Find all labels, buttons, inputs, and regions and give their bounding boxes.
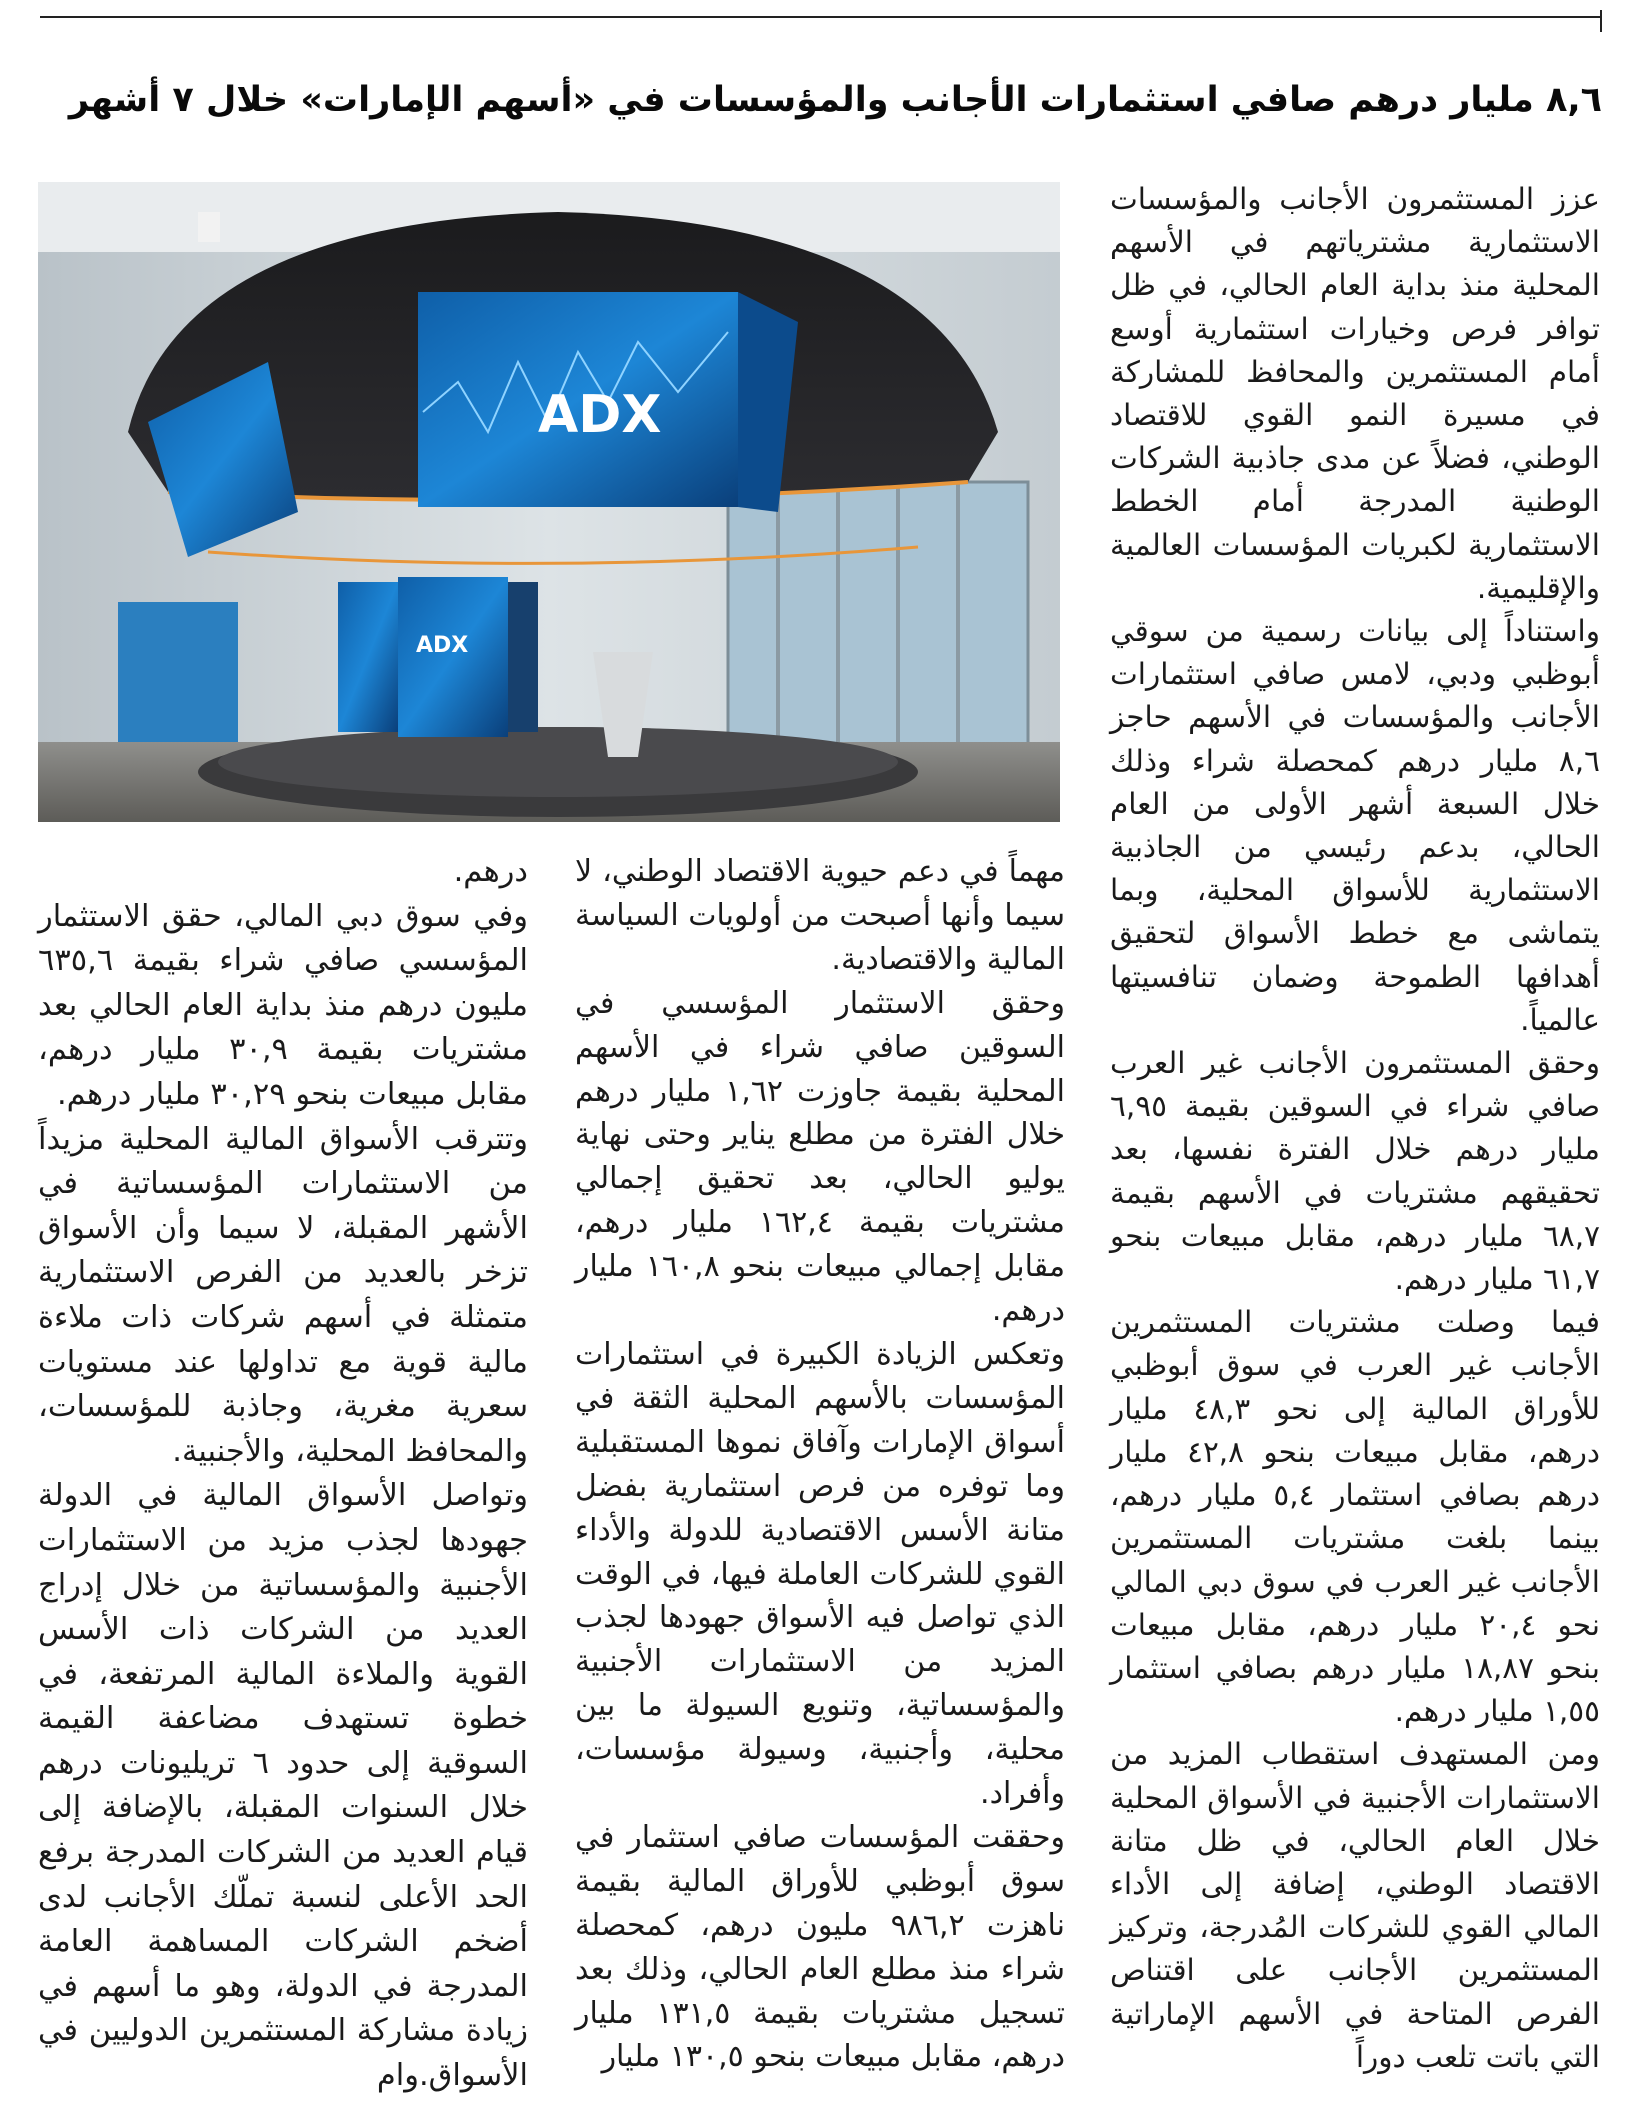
paragraph: مهماً في دعم حيوية الاقتصاد الوطني، لا سيما وأنها أصبحت من أولويات السياسة المالية والاقتصادية. <box>575 854 1065 977</box>
column-middle <box>575 850 1065 2079</box>
paragraph: درهم. <box>453 854 528 889</box>
paragraph: عزز المستثمرون الأجانب والمؤسسات الاستثمارية مشترياتهم في الأسهم المحلية منذ بداية العام الحالي، في ظل توافر فرص وخيارات استثمارية أوسع أمام المستثمرين والمحافظ للمشاركة في مسيرة النمو القوي للاقتصاد الوطني، فضلاً عن مدى جاذبية الشركات الوطنية المدرجة أمام الخطط الاستثمارية لكبريات المؤسسات العالمية والإقليمية. <box>1110 182 1600 605</box>
paragraph: وفي سوق دبي المالي، حقق الاستثمار المؤسسي صافي شراء بقيمة ٦٣٥,٦ مليون درهم منذ بداية العام الحالي بعد مشتريات بقيمة ٣٠,٩ مليار درهم، مقابل مبيعات بنحو ٣٠,٢٩ مليار درهم. <box>38 898 528 1112</box>
trading-floor-illustration <box>38 182 1060 822</box>
adx-column-logo: ADX <box>416 633 469 658</box>
paragraph: وحقق المستثمرون الأجانب غير العرب صافي شراء في السوقين بقيمة ٦,٩٥ مليار درهم خلال الفترة نفسها، بعد تحقيقهم مشتريات في الأسهم بقيمة ٦٨,٧ مليار درهم، مقابل مبيعات بنحو ٦١,٧ مليار درهم. <box>1110 1046 1600 1297</box>
article-photo <box>38 182 1060 822</box>
paragraph: وتترقب الأسواق المالية المحلية مزيداً من الاستثمارات المؤسساتية في الأشهر المقبلة، لا سيما وأن الأسواق تزخر بالعديد من الفرص الاستثمارية متمثلة في أسهم شركات ذات ملاءة مالية قوية مع تداولها عند مستويات سعرية مغرية، وجاذبة للمؤسسات، والمحافظ المحلية، والأجنبية. <box>38 1121 528 1469</box>
paragraph: وتعكس الزيادة الكبيرة في استثمارات المؤسسات بالأسهم المحلية الثقة في أسواق الإمارات وآفاق نموها المستقبلية وما توفره من فرص استثمارية بفضل متانة الأسس الاقتصادية للدولة والأداء القوي للشركات العاملة فيها، في الوقت الذي تواصل فيه الأسواق جهودها لجذب المزيد من الاستثمارات الأجنبية والمؤسساتية، وتنويع السيولة ما بين محلية، وأجنبية، وسيولة مؤسسات، وأفراد. <box>575 1336 1065 1812</box>
column-right <box>1110 178 1600 2079</box>
paragraph: وتواصل الأسواق المالية في الدولة جهودها لجذب مزيد من الاستثمارات الأجنبية والمؤسساتية من خلال إدراج العديد من الشركات ذات الأسس القوية والملاءة المالية المرتفعة، في خطوة تستهدف مضاعفة القيمة السوقية إلى حدود ٦ تريليونات درهم خلال السنوات المقبلة، بالإضافة إلى قيام العديد من الشركات المدرجة برفع الحد الأعلى لنسبة تملّك الأجانب لدى أضخم الشركات المساهمة العامة المدرجة في الدولة، وهو ما أسهم في زيادة مشاركة المستثمرين الدوليين في الأسواق.وام <box>38 1478 528 2094</box>
paragraph: ومن المستهدف استقطاب المزيد من الاستثمارات الأجنبية في الأسواق المحلية خلال العام الحالي، في ظل متانة الاقتصاد الوطني، إضافة إلى الأداء المالي القوي للشركات المُدرجة، وتركيز المستثمرين الأجانب على اقتناص الفرص المتاحة في الأسهم الإماراتية التي باتت تلعب دوراً <box>1110 1737 1600 2074</box>
adx-screen-logo: ADX <box>538 385 662 445</box>
top-rule-tick <box>1600 10 1602 32</box>
paragraph: فيما وصلت مشتريات المستثمرين الأجانب غير العرب في سوق أبوظبي للأوراق المالية إلى نحو ٤٨,٣ مليار درهم، مقابل مبيعات بنحو ٤٢,٨ مليار درهم بصافي استثمار ٥,٤ مليار درهم، بينما بلغت مشتريات المستثمرين الأجانب غير العرب في سوق دبي المالي نحو ٢٠,٤ مليار درهم، مقابل مبيعات بنحو ١٨,٨٧ مليار درهم بصافي استثمار ١,٥٥ مليار درهم. <box>1110 1305 1601 1729</box>
column-left <box>38 850 528 2099</box>
paragraph: واستناداً إلى بيانات رسمية من سوقي أبوظبي ودبي، لامس صافي استثمارات الأجانب والمؤسسات في الأسهم حاجز ٨,٦ مليار درهم كمحصلة شراء وذلك خلال السبعة أشهر الأولى من العام الحالي، بدعم رئيسي من الجاذبية الاستثمارية للأسواق المحلية، وبما يتماشى مع خطط الأسواق لتحقيق أهدافها الطموحة وضمان تنافسيتها عالمياً. <box>1110 614 1600 1037</box>
paragraph: وحققت المؤسسات صافي استثمار في سوق أبوظبي للأوراق المالية بقيمة ناهزت ٩٨٦,٢ مليون درهم، كمحصلة شراء منذ مطلع العام الحالي، وذلك بعد تسجيل مشتريات بقيمة ١٣١,٥ مليار درهم، مقابل مبيعات بنحو ١٣٠,٥ مليار <box>575 1819 1065 2075</box>
top-rule <box>40 16 1602 18</box>
paragraph: وحقق الاستثمار المؤسسي في السوقين صافي شراء في الأسهم المحلية بقيمة جاوزت ١,٦٢ مليار درهم خلال الفترة من مطلع يناير وحتى نهاية يوليو الحالي، بعد تحقيق إجمالي مشتريات بقيمة ١٦٢,٤ مليار درهم، مقابل إجمالي مبيعات بنحو ١٦٠,٨ مليار درهم. <box>575 985 1066 1329</box>
headline: ٨,٦ مليار درهم صافي استثمارات الأجانب والمؤسسات في «أسهم الإمارات» خلال ٧ أشهر <box>68 80 1602 120</box>
